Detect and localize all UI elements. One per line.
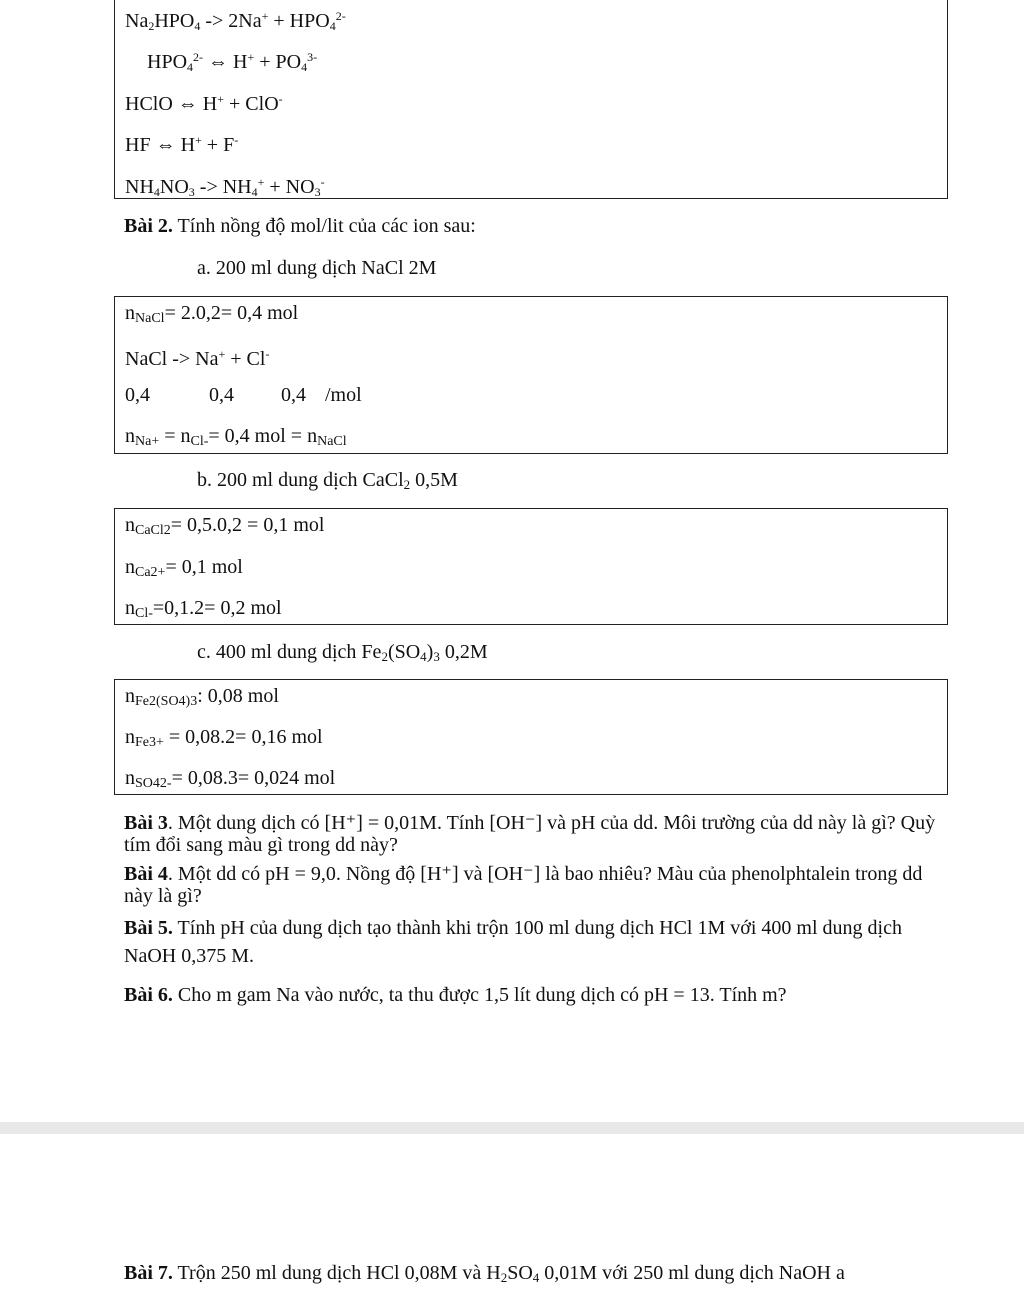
bai2-text: Tính nồng độ mol/lit của các ion sau: xyxy=(172,215,476,237)
nacl-line-1: nNaCl= 2.0,2= 0,4 mol xyxy=(125,302,299,326)
bai7-label: Bài 7. xyxy=(124,1262,173,1284)
bai2-item-c: c. 400 ml dung dịch $Fe_2(SO_4)_3$ 0,2M xyxy=(197,641,488,664)
bai3-paragraph xyxy=(124,812,944,856)
cacl2-line-2: nCa2+= 0,1 mol xyxy=(125,556,243,580)
bai2-heading xyxy=(124,215,944,237)
equation-4: HF ⇔ H+ + F- xyxy=(125,133,239,156)
bai2-item-a: a. 200 ml dung dịch NaCl 2M xyxy=(197,257,437,279)
cacl2-line-3: nCl-=0,1.2= 0,2 mol xyxy=(125,597,282,621)
equation-2: $HPO_4^{2-}$ ⇔ $H^+ + PO_4^{3-}$ xyxy=(147,50,318,74)
nacl-solution-box xyxy=(114,296,948,454)
bai2-item-b: b. 200 ml dung dịch CaCl$_2$ 0,5M xyxy=(197,469,458,492)
bai5-paragraph xyxy=(124,914,944,970)
bai3-text: . Một dung dịch có [H⁺] = 0,01M. Tính [OH⁻] và pH của dd. Môi trường của dd này là gì? Quỳ tím đổi sang màu gì trong dd này? xyxy=(124,812,936,856)
bai7-paragraph: Bài 7. Trộn 250 ml dung dịch HCl 0,08M và $H_2SO_4$ 0,01M với 250 ml dung dịch NaOH a xyxy=(124,1262,845,1285)
bai4-text: . Một dd có pH = 9,0. Nồng độ [H⁺] và [OH⁻] là bao nhiêu? Màu của phenolphtalein trong dd này là gì? xyxy=(124,863,923,907)
fe2so43-solution-box xyxy=(114,679,948,795)
bai4-paragraph xyxy=(124,863,944,907)
equation-1: $Na_2HPO_4 -> 2Na^+ + HPO_4^{2-}$ xyxy=(125,9,346,33)
bai6-label: Bài 6. xyxy=(124,984,173,1006)
bai4-label: Bài 4 xyxy=(124,863,168,885)
equation-3: HClO ⇔ H+ + ClO- xyxy=(125,92,283,115)
bai5-label: Bài 5. xyxy=(124,917,173,939)
equation-5: $NH_4NO_3 -> NH_4^+ + NO_3^-$ xyxy=(125,175,325,199)
bai6-text: Cho m gam Na vào nước, ta thu được 1,5 lít dung dịch có pH = 13. Tính m? xyxy=(172,984,787,1006)
fe-line-3: nSO42-= 0,08.3= 0,024 mol xyxy=(125,767,336,791)
equations-box xyxy=(114,0,948,199)
nacl-line-3: 0,4 0,4 0,4 /mol xyxy=(125,384,362,406)
cacl2-solution-box xyxy=(114,508,948,625)
bai2-label: Bài 2. xyxy=(124,215,173,237)
nacl-line-4: nNa+ = nCl-= 0,4 mol = nNaCl xyxy=(125,425,347,449)
bai6-paragraph xyxy=(124,984,944,1006)
bai3-label: Bài 3 xyxy=(124,812,168,834)
cacl2-line-1: nCaCl2= 0,5.0,2 = 0,1 mol xyxy=(125,514,325,538)
fe-line-1: nFe2(SO4)3: 0,08 mol xyxy=(125,685,279,709)
fe-line-2: nFe3+ = 0,08.2= 0,16 mol xyxy=(125,726,323,750)
bai5-text: Tính pH của dung dịch tạo thành khi trộn 100 ml dung dịch HCl 1M với 400 ml dung dịch NaOH 0,375 M. xyxy=(124,917,902,967)
nacl-line-2: NaCl -> Na+ + Cl- xyxy=(125,347,270,370)
page-break xyxy=(0,1122,1024,1134)
